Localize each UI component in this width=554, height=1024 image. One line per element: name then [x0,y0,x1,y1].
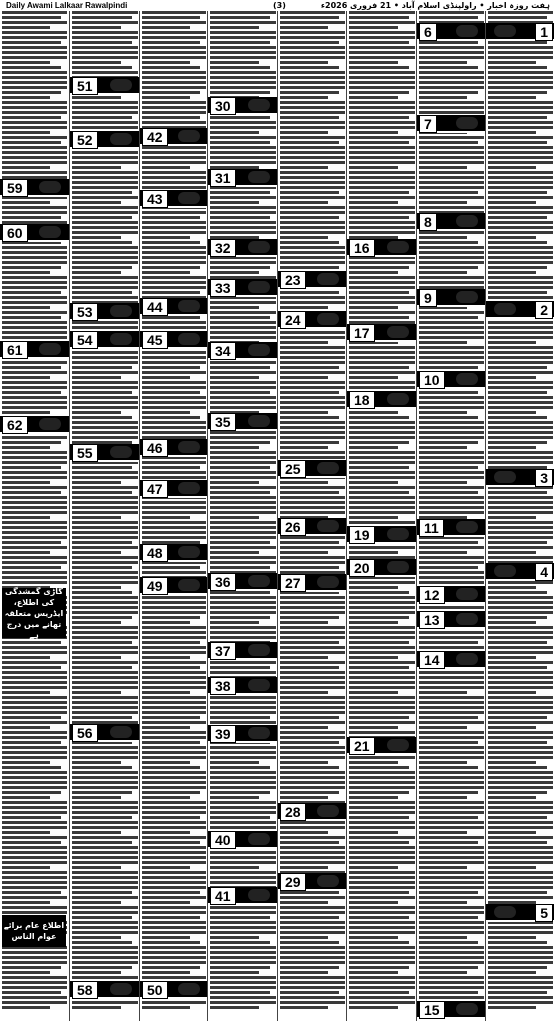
ad-number: 6 [419,23,437,41]
ad-number: 10 [419,371,445,389]
ad-header-bar [140,190,208,206]
ad-number: 9 [419,289,437,307]
ad-number: 32 [210,239,236,257]
ad-header-bar [278,873,347,889]
ad-header-bar [70,303,140,319]
column-5 [277,11,347,1021]
ad-header-bar [70,724,140,740]
classified-ad [208,97,278,115]
ad-number: 45 [142,331,168,349]
ad-header-bar [70,981,140,997]
ad-label-icon [387,241,409,253]
ad-number: 48 [142,544,168,562]
classified-ad [417,1001,486,1019]
classified-ad [0,179,69,197]
ad-number: 3 [535,469,553,487]
ad-label-icon [494,25,516,37]
ad-header-bar [140,544,208,560]
ad-label-icon [248,99,270,111]
ad-label-icon [317,313,339,325]
classified-ad [347,391,417,409]
classified-ad [417,611,486,629]
column-1 [0,11,69,1021]
ad-header-bar [347,391,417,407]
column-3 [139,11,208,1021]
ad-label-icon [456,117,478,129]
ad-header-bar [417,371,486,387]
classified-ad [486,469,554,487]
classified-ad [208,831,278,849]
ad-number: 62 [2,416,28,434]
classified-ad [0,224,69,242]
ad-header-bar [140,577,208,593]
ad-label-icon [456,373,478,385]
ad-number: 34 [210,342,236,360]
ad-label-icon [387,528,409,540]
classified-ad [208,169,278,187]
ad-number: 55 [72,444,98,462]
classified-ad [208,725,278,743]
ad-label-icon [387,561,409,573]
ad-header-bar [278,460,347,476]
ad-number: 13 [419,611,445,629]
classified-ad [70,331,140,349]
ad-number: 14 [419,651,445,669]
ad-label-icon [248,171,270,183]
ad-number: 51 [72,77,98,95]
ad-label-icon [178,546,200,558]
ad-number: 56 [72,724,98,742]
ad-label-icon [317,462,339,474]
classified-ad [208,413,278,431]
classified-ad [0,416,69,434]
ad-label-icon [178,192,200,204]
ad-label-icon [178,130,200,142]
classified-ad [140,128,208,146]
ad-header-bar [486,23,554,39]
column-text [278,11,347,1021]
column-2 [69,11,140,1021]
ad-number: 43 [142,190,168,208]
classified-ad [347,526,417,544]
classified-ad [208,642,278,660]
ad-header-bar [0,416,69,432]
classified-ad [0,341,69,359]
ad-header-bar [417,519,486,535]
classified-ad [140,981,208,999]
ad-label-icon [248,344,270,356]
ad-number: 1 [535,23,553,41]
classified-ad [486,23,554,41]
black-notice-block: اطلاع عام برائے عوام الناس [2,915,66,947]
ad-header-bar [140,439,208,455]
classified-ad [140,331,208,349]
ad-label-icon [178,579,200,591]
ad-label-icon [456,521,478,533]
classified-ad [278,574,347,592]
ad-number: 12 [419,586,445,604]
classified-ad [347,559,417,577]
ad-label-icon [39,181,61,193]
ad-header-bar [417,23,486,39]
column-6 [346,11,417,1021]
classified-ad [140,577,208,595]
column-8 [485,11,554,1021]
classified-ad [70,131,140,149]
ad-label-icon [317,273,339,285]
ad-header-bar [140,331,208,347]
ad-label-icon [110,333,132,345]
ad-header-bar [208,642,278,658]
ad-number: 59 [2,179,28,197]
classified-ad [70,444,140,462]
column-4 [207,11,278,1021]
black-notice-block: گاڑی گمشدگی کی اطلاع، ایڈریس متعلقہ تھانے میں درج ہے [2,588,66,638]
ad-label-icon [110,446,132,458]
classified-ad [70,724,140,742]
masthead-title: Daily Awami Lalkaar Rawalpindi [6,1,128,10]
ad-header-bar [70,444,140,460]
ad-label-icon [456,215,478,227]
ad-number: 24 [280,311,306,329]
classified-ad [70,981,140,999]
classified-ad [208,573,278,591]
ad-number: 28 [280,803,306,821]
ad-header-bar [208,725,278,741]
ad-label-icon [387,393,409,405]
classified-ad [140,480,208,498]
column-text [140,11,208,1021]
ad-header-bar [208,887,278,903]
ad-label-icon [248,727,270,739]
column-text [0,11,69,1021]
ad-number: 26 [280,518,306,536]
ad-header-bar [417,611,486,627]
ad-label-icon [317,520,339,532]
ad-number: 27 [280,574,306,592]
classified-ad [208,677,278,695]
ad-header-bar [417,115,486,131]
classified-ad [208,887,278,905]
ad-label-icon [39,226,61,238]
classified-ad [140,190,208,208]
ad-header-bar [417,1001,486,1017]
ad-label-icon [456,588,478,600]
ad-label-icon [110,983,132,995]
ad-label-icon [456,653,478,665]
ad-number: 31 [210,169,236,187]
column-text [486,11,554,1021]
ad-header-bar [347,559,417,575]
classified-ad [140,544,208,562]
ad-header-bar [347,239,417,255]
classified-ad [417,651,486,669]
ad-header-bar [278,271,347,287]
ad-label-icon [456,291,478,303]
ad-label-icon [387,739,409,751]
ad-header-bar [208,831,278,847]
ad-number: 58 [72,981,98,999]
ad-number: 11 [419,519,444,537]
ad-label-icon [110,726,132,738]
ad-number: 23 [280,271,306,289]
ad-header-bar [70,331,140,347]
ad-label-icon [248,415,270,427]
ad-label-icon [110,79,132,91]
ad-header-bar [208,677,278,693]
ad-label-icon [494,565,516,577]
classified-ad [278,518,347,536]
ad-number: 39 [210,725,236,743]
classified-ad [140,439,208,457]
ad-number: 47 [142,480,168,498]
classified-ad [417,213,486,231]
ad-number: 53 [72,303,98,321]
column-text [208,11,278,1021]
ad-label-icon [317,875,339,887]
ad-header-bar [208,413,278,429]
ad-label-icon [248,833,270,845]
ad-label-icon [494,471,516,483]
ad-label-icon [248,644,270,656]
ad-header-bar [140,128,208,144]
ad-header-bar [347,324,417,340]
classified-ad [278,873,347,891]
ad-number: 17 [349,324,375,342]
ad-number: 15 [419,1001,445,1019]
ad-number: 50 [142,981,168,999]
classified-ad [417,371,486,389]
ad-label-icon [494,303,516,315]
classified-ad [278,271,347,289]
ad-header-bar [347,737,417,753]
classified-ad [208,279,278,297]
ad-number: 42 [142,128,168,146]
ad-header-bar [0,224,69,240]
classified-ad [417,586,486,604]
classified-ad [347,324,417,342]
ad-number: 37 [210,642,236,660]
ad-header-bar [278,518,347,534]
ad-header-bar [486,904,554,920]
ad-label-icon [317,805,339,817]
ad-label-icon [178,300,200,312]
ad-number: 33 [210,279,236,297]
ad-header-bar [140,981,208,997]
classified-ad [347,239,417,257]
ad-number: 30 [210,97,236,115]
ad-header-bar [486,563,554,579]
classified-ad [417,289,486,307]
ad-label-icon [248,575,270,587]
ad-label-icon [248,281,270,293]
ad-number: 4 [535,563,553,581]
ad-header-bar [347,526,417,542]
ad-header-bar [208,239,278,255]
classified-ad [486,301,554,319]
classified-ad [417,115,486,133]
classified-ad [70,303,140,321]
classified-ad [208,239,278,257]
classified-ad [486,904,554,922]
ad-number: 52 [72,131,98,149]
ad-label-icon [494,906,516,918]
ad-header-bar [486,469,554,485]
ad-label-icon [456,613,478,625]
page-number: (3) [273,1,286,10]
ad-number: 20 [349,559,375,577]
ad-number: 16 [349,239,375,257]
ad-number: 46 [142,439,168,457]
ad-header-bar [140,480,208,496]
ad-number: 21 [349,737,375,755]
ad-number: 2 [535,301,553,319]
page-header [0,0,554,11]
ad-label-icon [317,576,339,588]
ad-number: 8 [419,213,437,231]
date-line: ہفت روزہ اخبار • راولپنڈی اسلام آباد • 21 فروری 2026ء [320,1,550,10]
ad-header-bar [70,131,140,147]
ad-label-icon [39,343,61,355]
ad-header-bar [278,574,347,590]
ad-number: 38 [210,677,236,695]
ad-header-bar [208,573,278,589]
ad-label-icon [178,333,200,345]
ad-number: 41 [210,887,236,905]
ad-header-bar [417,213,486,229]
ad-label-icon [456,1003,478,1015]
ad-header-bar [208,169,278,185]
ad-header-bar [70,77,140,93]
ad-header-bar [208,342,278,358]
ad-header-bar [486,301,554,317]
ad-header-bar [278,803,347,819]
classified-ad [417,23,486,41]
ad-label-icon [387,326,409,338]
classified-ad [486,563,554,581]
ad-label-icon [39,418,61,430]
ad-number: 25 [280,460,306,478]
column-7 [416,11,486,1021]
ad-header-bar [278,311,347,327]
ad-label-icon [248,889,270,901]
ad-number: 60 [2,224,28,242]
classified-ad [278,803,347,821]
ad-number: 7 [419,115,437,133]
ad-header-bar [208,279,278,295]
ad-header-bar [417,651,486,667]
column-text [347,11,417,1021]
classified-ad [208,342,278,360]
ad-header-bar [208,97,278,113]
ad-label-icon [110,305,132,317]
column-text [70,11,140,1021]
ad-number: 5 [535,904,553,922]
ad-header-bar [0,341,69,357]
ad-label-icon [178,482,200,494]
ad-header-bar [417,586,486,602]
ad-header-bar [417,289,486,305]
classified-ad [278,460,347,478]
classified-ad [278,311,347,329]
ad-number: 19 [349,526,375,544]
ad-header-bar [0,179,69,195]
classified-ad [140,298,208,316]
ad-number: 54 [72,331,98,349]
ad-number: 44 [142,298,168,316]
ad-number: 49 [142,577,168,595]
classified-ad [347,737,417,755]
ad-label-icon [178,983,200,995]
classified-ad [417,519,486,537]
ad-number: 36 [210,573,236,591]
classified-ad [70,77,140,95]
ad-number: 35 [210,413,236,431]
ad-number: 18 [349,391,375,409]
ad-label-icon [248,241,270,253]
ad-label-icon [248,679,270,691]
ad-header-bar [140,298,208,314]
ad-label-icon [178,441,200,453]
ad-label-icon [456,25,478,37]
ad-number: 40 [210,831,236,849]
ad-number: 29 [280,873,306,891]
ad-label-icon [110,133,132,145]
column-text [417,11,486,1021]
ad-number: 61 [2,341,28,359]
